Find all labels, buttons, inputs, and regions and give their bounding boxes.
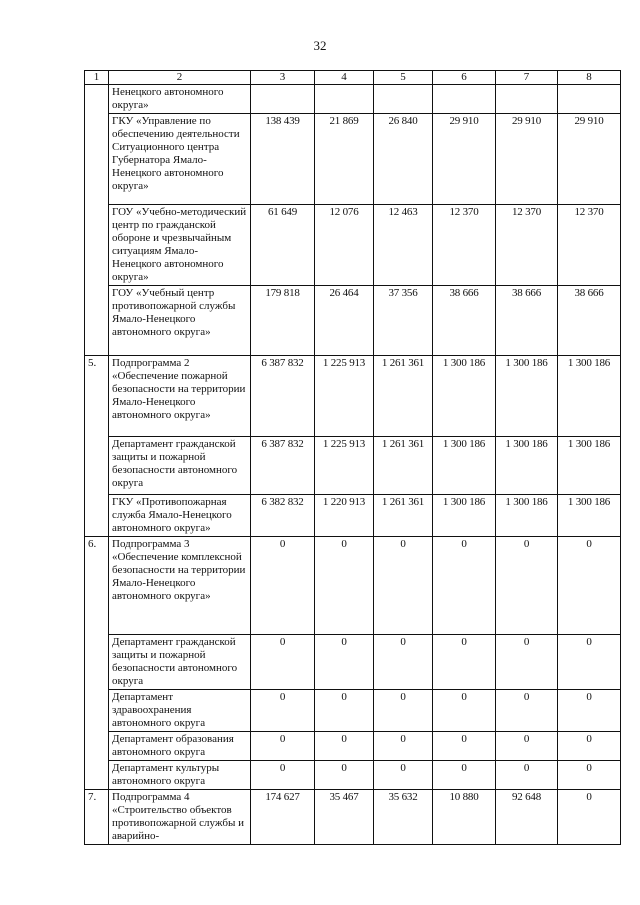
table-body [85,71,621,845]
value-cell-col-3: 0 [251,690,315,732]
value-cell-col-5: 12 463 [374,205,433,286]
value-cell-col-4: 0 [315,761,374,790]
column-number: 1 [85,71,109,85]
value-cell-col-6: 0 [433,732,496,761]
table-row [85,356,621,437]
value-cell-col-7 [496,85,558,114]
value-cell-col-7: 1 300 186 [496,437,558,495]
value-cell-col-7: 0 [496,732,558,761]
table-row [85,732,621,761]
value-cell-col-8: 1 300 186 [558,437,621,495]
value-cell-col-6: 12 370 [433,205,496,286]
value-cell-col-3: 6 387 832 [251,356,315,437]
value-cell-col-6: 0 [433,690,496,732]
value-cell-col-5: 37 356 [374,286,433,356]
value-cell-col-7: 12 370 [496,205,558,286]
value-cell-col-6: 38 666 [433,286,496,356]
value-cell-col-5: 35 632 [374,790,433,845]
row-number-cell: 6. [85,537,109,790]
value-cell-col-8: 0 [558,732,621,761]
column-number: 5 [374,71,433,85]
value-cell-col-3 [251,85,315,114]
value-cell-col-7: 29 910 [496,114,558,205]
value-cell-col-4: 1 225 913 [315,437,374,495]
value-cell-col-5: 1 261 361 [374,356,433,437]
row-name-cell: ГОУ «Учебно-методический центр по гражданской обороне и чрезвычайным ситуациям Ямало-Ненецкого автономного округа» [109,205,251,286]
table-row [85,286,621,356]
column-number-row [85,71,621,85]
value-cell-col-5: 1 261 361 [374,495,433,537]
value-cell-col-6: 0 [433,761,496,790]
value-cell-col-6: 1 300 186 [433,437,496,495]
table-row [85,114,621,205]
value-cell-col-3: 0 [251,732,315,761]
row-name-cell: Департамент культуры автономного округа [109,761,251,790]
value-cell-col-6: 1 300 186 [433,495,496,537]
row-name-cell: ГКУ «Противопожарная служба Ямало-Ненецкого автономного округа» [109,495,251,537]
row-name-cell: ГОУ «Учебный центр противопожарной службы Ямало-Ненецкого автономного округа» [109,286,251,356]
table-row [85,495,621,537]
value-cell-col-7: 92 648 [496,790,558,845]
column-number: 6 [433,71,496,85]
budget-table [84,70,621,845]
value-cell-col-3: 6 382 832 [251,495,315,537]
value-cell-col-3: 61 649 [251,205,315,286]
value-cell-col-3: 179 818 [251,286,315,356]
table-row [85,537,621,635]
value-cell-col-3: 6 387 832 [251,437,315,495]
row-name-cell: ГКУ «Управление по обеспечению деятельности Ситуационного центра Губернатора Ямало-Ненецкого автономного округа» [109,114,251,205]
table-row [85,205,621,286]
value-cell-col-5: 0 [374,761,433,790]
value-cell-col-5: 0 [374,690,433,732]
value-cell-col-7: 0 [496,690,558,732]
value-cell-col-3: 138 439 [251,114,315,205]
value-cell-col-5 [374,85,433,114]
value-cell-col-4: 0 [315,635,374,690]
value-cell-col-6: 10 880 [433,790,496,845]
row-name-cell: Департамент гражданской защиты и пожарной безопасности автономного округа [109,437,251,495]
value-cell-col-5: 0 [374,537,433,635]
value-cell-col-8: 12 370 [558,205,621,286]
value-cell-col-6: 29 910 [433,114,496,205]
value-cell-col-8 [558,85,621,114]
row-number-cell: 7. [85,790,109,845]
table-row [85,635,621,690]
table-row [85,761,621,790]
value-cell-col-7: 1 300 186 [496,495,558,537]
row-name-cell: Департамент образования автономного округа [109,732,251,761]
table-row [85,85,621,114]
value-cell-col-4: 0 [315,690,374,732]
row-name-cell: Подпрограмма 3 «Обеспечение комплексной безопасности на территории Ямало-Ненецкого автономного округа» [109,537,251,635]
row-number-cell: 5. [85,356,109,537]
value-cell-col-4: 12 076 [315,205,374,286]
value-cell-col-4: 21 869 [315,114,374,205]
value-cell-col-3: 0 [251,635,315,690]
page-number: 32 [313,38,327,53]
table-row [85,790,621,845]
value-cell-col-7: 0 [496,537,558,635]
value-cell-col-7: 38 666 [496,286,558,356]
value-cell-col-4: 35 467 [315,790,374,845]
value-cell-col-8: 0 [558,635,621,690]
value-cell-col-8: 29 910 [558,114,621,205]
row-name-cell: Подпрограмма 2 «Обеспечение пожарной безопасности на территории Ямало-Ненецкого автономного округа» [109,356,251,437]
value-cell-col-6: 0 [433,635,496,690]
value-cell-col-3: 0 [251,761,315,790]
value-cell-col-4: 1 220 913 [315,495,374,537]
value-cell-col-6 [433,85,496,114]
value-cell-col-4: 0 [315,732,374,761]
value-cell-col-5: 0 [374,732,433,761]
value-cell-col-5: 0 [374,635,433,690]
row-name-cell: Ненецкого автономного округа» [109,85,251,114]
row-name-cell: Подпрограмма 4 «Строительство объектов противопожарной службы и аварийно- [109,790,251,845]
value-cell-col-4: 1 225 913 [315,356,374,437]
row-name-cell: Департамент гражданской защиты и пожарной безопасности автономного округа [109,635,251,690]
value-cell-col-8: 0 [558,537,621,635]
value-cell-col-8: 1 300 186 [558,356,621,437]
value-cell-col-7: 0 [496,761,558,790]
value-cell-col-5: 1 261 361 [374,437,433,495]
value-cell-col-3: 0 [251,537,315,635]
value-cell-col-8: 0 [558,790,621,845]
value-cell-col-4: 0 [315,537,374,635]
value-cell-col-6: 1 300 186 [433,356,496,437]
column-number: 4 [315,71,374,85]
value-cell-col-8: 0 [558,690,621,732]
table-row [85,437,621,495]
value-cell-col-5: 26 840 [374,114,433,205]
value-cell-col-4 [315,85,374,114]
column-number: 2 [109,71,251,85]
value-cell-col-6: 0 [433,537,496,635]
value-cell-col-8: 0 [558,761,621,790]
value-cell-col-8: 1 300 186 [558,495,621,537]
row-number-cell [85,85,109,356]
value-cell-col-3: 174 627 [251,790,315,845]
value-cell-col-8: 38 666 [558,286,621,356]
table-row [85,690,621,732]
column-number: 3 [251,71,315,85]
column-number: 8 [558,71,621,85]
column-number: 7 [496,71,558,85]
value-cell-col-7: 0 [496,635,558,690]
row-name-cell: Департамент здравоохранения автономного округа [109,690,251,732]
value-cell-col-7: 1 300 186 [496,356,558,437]
value-cell-col-4: 26 464 [315,286,374,356]
